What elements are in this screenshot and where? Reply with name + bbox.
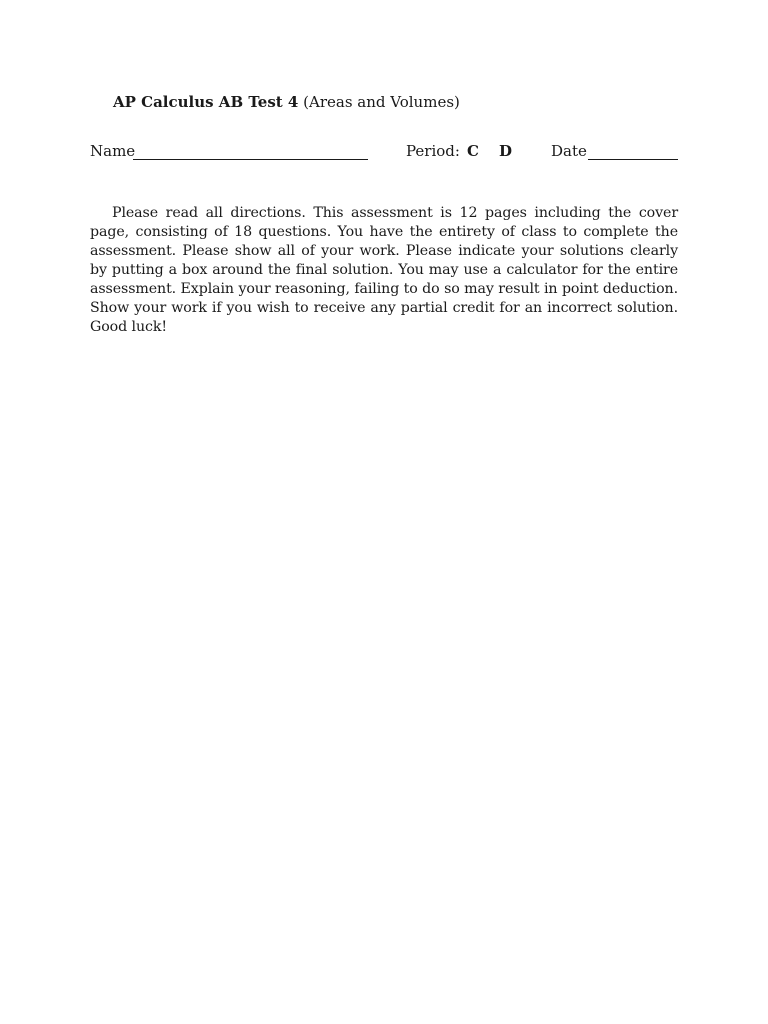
test-title-subtitle: (Areas and Volumes) bbox=[303, 93, 460, 111]
student-info-row bbox=[90, 141, 678, 163]
period-label: Period: bbox=[406, 142, 460, 160]
name-blank-line[interactable] bbox=[133, 159, 368, 160]
test-title bbox=[113, 92, 460, 112]
period-option-c[interactable]: C bbox=[467, 142, 479, 160]
date-label: Date bbox=[551, 142, 587, 160]
name-label: Name bbox=[90, 142, 136, 160]
directions-paragraph: Please read all directions. This assessment is 12 pages including the cover page, consisting of 18 questions. You have the entirety of class to complete the assessment. Please show all of your work. Please indicate your solutions clearly by putting a box around the final solution. You may use a calculator for the entire assessment. Explain your reasoning, failing to do so may result in point deduction. Show your work if you wish to receive any partial credit for an incorrect solution. Good luck! bbox=[90, 205, 678, 335]
test-title-main: AP Calculus AB Test 4 bbox=[113, 93, 299, 111]
period-option-d[interactable]: D bbox=[499, 142, 513, 160]
date-blank-line[interactable] bbox=[588, 159, 678, 160]
